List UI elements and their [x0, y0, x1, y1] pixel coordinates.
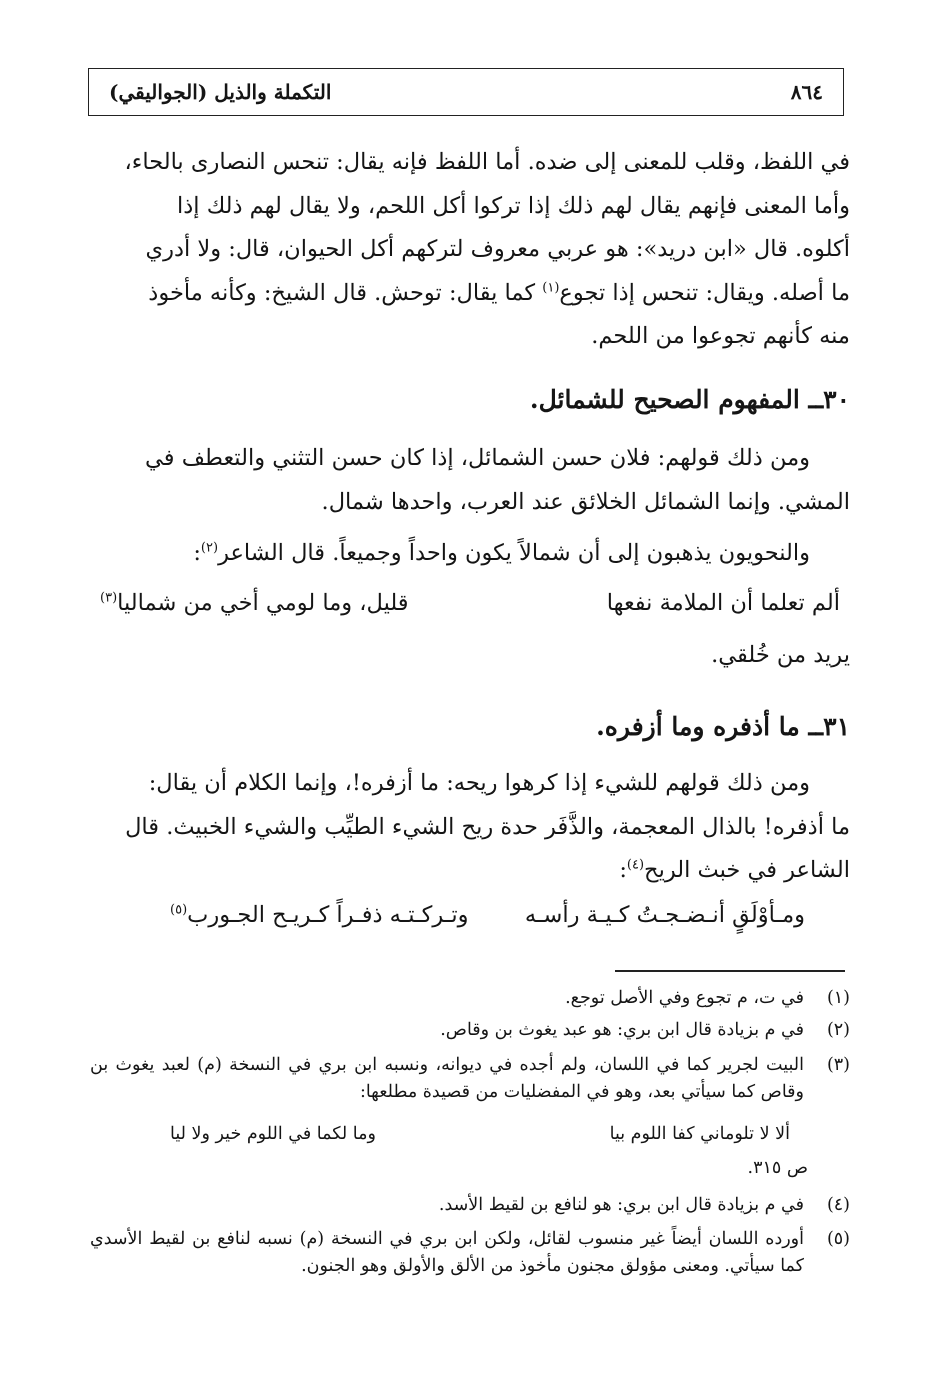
verse-hemistich-first: ألا لا تلوماني كفا اللوم بيا — [609, 1124, 790, 1144]
footnote-text: في ت، م تجوع وفي الأصل توجع. — [565, 988, 804, 1008]
text-line: منه كأنهم تجوعوا من اللحم. — [591, 323, 850, 349]
verse-note: يريد من خُلقي. — [711, 642, 850, 668]
verse-hemistich-first: ومـأوْلَقٍ أنـضـجـتُ كـيـة رأسـه — [524, 902, 805, 928]
verse-hemistich-second — [170, 902, 469, 928]
section-heading-30: ٣٠ــ المفهوم الصحيح للشمائل. — [529, 385, 850, 414]
verse-hemistich-second — [100, 590, 409, 616]
footnote-verse — [170, 1124, 790, 1144]
intro-paragraph — [88, 141, 850, 359]
footnote — [90, 1226, 850, 1280]
footnote-ref: (١) — [542, 280, 560, 295]
text-segment: قليل، وما لومي أخي من شماليا — [117, 590, 409, 616]
text-line — [88, 849, 850, 893]
footnote-ref: (٥) — [170, 902, 188, 918]
text-segment: وتـركـتـه ذفـراً كـريـح الجـورب — [187, 902, 469, 928]
verse-line — [100, 590, 840, 616]
text-segment: الشاعر في خبث الريح — [644, 857, 850, 883]
text-line — [88, 532, 850, 576]
footnote-ref: (٢) — [200, 540, 219, 556]
text-line: ومن ذلك قولهم للشيء إذا كرهوا ريحه: ما أزفره!، وإنما الكلام أن يقال: — [148, 770, 810, 796]
section-heading-31: ٣١ــ ما أذفره وما أزفره. — [596, 712, 850, 741]
verse-hemistich-second: وما لكما في اللوم خير ولا ليا — [170, 1124, 376, 1144]
footnote-number: (٤) — [826, 1195, 850, 1215]
text-line: ومن ذلك قولهم: فلان حسن الشمائل، إذا كان حسن التثني والتعطف في — [145, 445, 810, 471]
footnote-page-reference: ص ٣١٥. — [747, 1158, 808, 1178]
footnote-number: (٢) — [826, 1020, 850, 1040]
text-line: ما أذفره! بالذال المعجمة، والذَّفَر حدة ريح الشيء الطيِّب والشيء الخبيث. قال — [125, 813, 850, 840]
footnote-ref: (٤) — [626, 857, 645, 873]
text-line: وأما المعنى فإنهم يقال لهم ذلك إذا تركوا أكل اللحم، ولا يقال لهم ذلك إذا — [177, 192, 850, 219]
text-line: في اللفظ، وقلب للمعنى إلى ضده. أما اللفظ فإنه يقال: تنحس النصارى بالحاء، — [124, 149, 850, 175]
footnote-text: البيت لجرير كما في اللسان، ولم أجده في ديوانه، ونسبه ابن بري في النسخة (م) لعبد يغوث بن وقاص كما سيأتي بعد، وهو في المفضليات من قصيدة مطلعها: — [90, 1055, 804, 1102]
text-segment: : — [619, 857, 627, 883]
page-header — [88, 68, 844, 116]
section-31-paragraph — [88, 762, 850, 893]
text-segment: كما يقال: توحش. قال الشيخ: وكأنه مأخوذ — [148, 279, 536, 306]
text-line: أكلوه. قال «ابن دريد»: هو عربي معروف لتركهم أكل الحيوان، قال: ولا أدري — [145, 236, 850, 262]
text-line — [88, 272, 850, 316]
footnote — [90, 1017, 850, 1044]
footnote-divider — [615, 970, 845, 972]
footnote-text: أورده اللسان أيضاً غير منسوب لقائل، ولكن ابن بري في النسخة (م) نسبه لنافع بن لقيط الأسدي كما سيأتي. ومعنى مؤولق مجنون مأخوذ من الألق والأولق وهو الجنون. — [90, 1229, 804, 1276]
footnote-number: (٥) — [826, 1229, 850, 1249]
footnote — [90, 1052, 850, 1106]
text-segment: والنحويون يذهبون إلى أن شمالاً يكون واحداً وجميعاً. قال الشاعر — [218, 540, 810, 566]
page-number: ٨٦٤ — [790, 80, 823, 104]
verse-hemistich-first: ألم تعلما أن الملامة نفعها — [606, 590, 840, 616]
verse-line — [170, 902, 805, 928]
footnote-number: (١) — [826, 988, 850, 1008]
footnote-ref: (٣) — [100, 590, 118, 606]
book-title: التكملة والذيل (الجواليقي) — [109, 80, 332, 104]
text-segment: ما أصله. ويقال: تنحس إذا تجوع — [559, 279, 850, 306]
footnote-text: في م بزيادة قال ابن بري: هو عبد يغوث بن وقاص. — [440, 1020, 804, 1040]
footnote — [90, 1192, 850, 1219]
text-line: المشي. وإنما الشمائل الخلائق عند العرب، واحدها شمال. — [321, 488, 850, 515]
footnote-number: (٣) — [826, 1055, 850, 1075]
section-30-paragraph — [88, 437, 850, 576]
text-segment: : — [193, 540, 201, 566]
footnote-text: في م بزيادة قال ابن بري: هو لنافع بن لقيط الأسد. — [438, 1195, 804, 1215]
footnote — [90, 985, 850, 1012]
